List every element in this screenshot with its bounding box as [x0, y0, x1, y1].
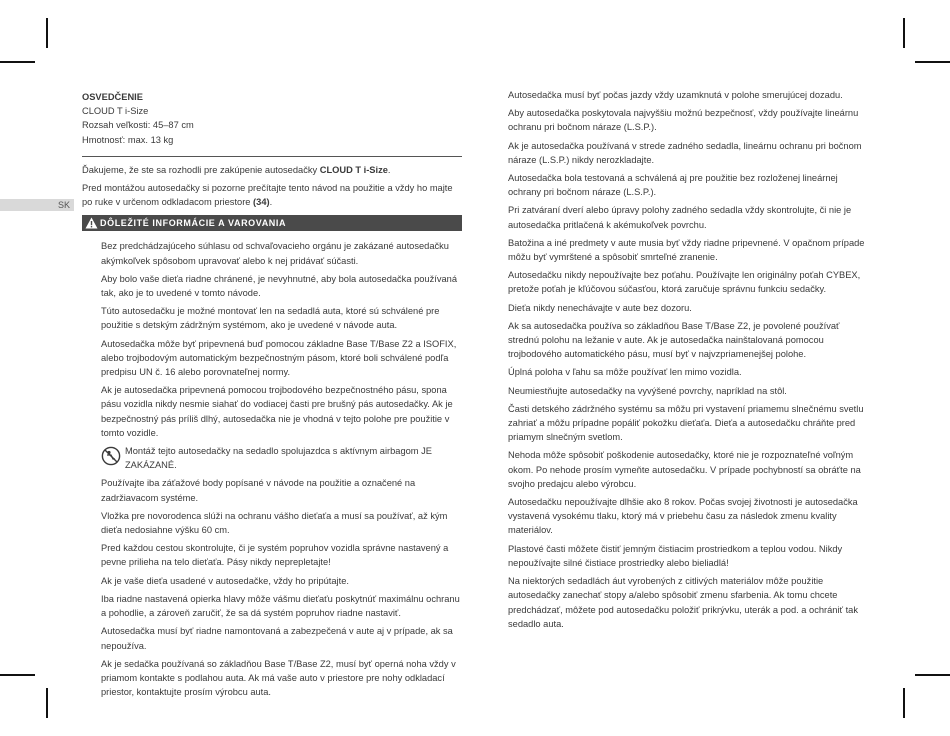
list-item: Ak sa autosedačka používa so základňou Base T/Base Z2, je povolené používať strednú polohu na ležanie v aute. Ak je autosedačka nainštalovaná pomocou trojbodového automatického pásu, musí byť v najvzpriamenejšej polohe. [508, 320, 840, 360]
crop-mark [915, 674, 950, 676]
list-item: Bez predchádzajúceho súhlasu od schvaľovacieho orgánu je zakázané autosedačku akýmkoľvek spôsobom upravovať alebo k nej pridávať súčasti. [101, 241, 449, 266]
list-item: Autosedačka bola testovaná a schválená aj pre použitie bez rozloženej lineárnej ochrany pri bočnom náraze (L.S.P.). [508, 173, 838, 198]
list-item: Iba riadne nastavená opierka hlavy môže vášmu dieťaťu poskytnúť maximálnu ochranu a pohodlie, a zároveň zaručiť, že sa dá systém popruhov riadne nastaviť. [101, 593, 460, 619]
warning-title: DÔLEŽITÉ INFORMÁCIE A VAROVANIA [100, 218, 287, 229]
left-column [82, 88, 462, 703]
crop-mark [915, 61, 950, 63]
list-item: Ak je autosedačka pripevnená pomocou trojbodového bezpečnostného pásu, spona pásu vozidla nikdy nesmie siahať do vodiacej časti pre brušný pás autosedačky. Ak je bezpečnostný pás príliš dlhý, autosedačka nie je vhodná v tejto polohe pre použitie v tomto vozidle. [101, 385, 453, 438]
list-item: Neumiestňujte autosedačky na vyvýšené povrchy, napríklad na stôl. [508, 385, 787, 396]
certification-line: Rozsah veľkosti: 45–87 cm [82, 120, 194, 131]
list-item: Na niektorých sedadlách áut vyrobených z citlivých materiálov môže použitie autosedačky zanechať stopy a/alebo spôsobiť zmenu sfarbenia. Ak tomu chcete predchádzať, môžete pod autosedačku položiť prikrývku, uterák a pod. a ochrániť tak sedadlo auta. [508, 576, 858, 629]
list-item: Pred každou cestou skontrolujte, či je systém popruhov vozidla správne nastavený a pevne prilieha na telo dieťaťa. Pásy nikdy neprepletajte! [101, 543, 449, 568]
airbag-warning-text: Montáž tejto autosedačky na sedadlo spolujazdca s aktívnym airbagom JE ZAKÁZANÉ. [125, 446, 432, 471]
crop-mark [46, 688, 48, 718]
right-column [508, 88, 868, 635]
list-item: Autosedačka musí byť počas jazdy vždy uzamknutá v polohe smerujúcej dozadu. [508, 90, 843, 100]
certification-title: OSVEDČENIE [82, 92, 143, 102]
intro-text: Pred montážou autosedačky si pozorne prečítajte tento návod na použitie a vždy ho majte po ruke v určenom odkladacom priestore [82, 183, 453, 208]
intro-paragraph [82, 163, 462, 177]
list-item: Autosedačka musí byť riadne namontovaná a zabezpečená v aute aj v prípade, ak sa nepoužíva. [101, 626, 453, 651]
list-item: Úplná poloha v ľahu sa môže používať len mimo vozidla. [508, 367, 742, 378]
list-item: Ak je autosedačka používaná v strede zadného sedadla, lineárnu ochranu pri bočnom náraze (L.S.P.) nikdy nerozkladajte. [508, 140, 862, 165]
no-airbag-icon [101, 446, 121, 466]
list-item: Pri zatváraní dverí alebo úpravy polohy zadného sedadla vždy skontrolujte, či nie je autosedačka pritlačená k akémukoľvek povrchu. [508, 205, 852, 230]
intro-text: Ďakujeme, že ste sa rozhodli pre zakúpenie autosedačky [82, 164, 320, 175]
list-item: Nehoda môže spôsobiť poškodenie autosedačky, ktoré nie je rozpoznateľné voľným okom. Po nehode prosím vymeňte autosedačku. V prípade pochybností sa obráťte na svojho predajcu alebo výrobcu. [508, 450, 861, 489]
divider [82, 156, 462, 157]
list-item: Autosedačku nepoužívajte dlhšie ako 8 rokov. Počas svojej životnosti je autosedačka vystavená vysokému tlaku, ktorý má v priebehu času za následok zmenu kvality materiálov. [508, 497, 858, 536]
list-item: Dieťa nikdy nenechávajte v aute bez dozoru. [508, 302, 692, 313]
list-item: Autosedačka môže byť pripevnená buď pomocou základne Base T/Base Z2 a ISOFIX, alebo trojbodovým automatickým bezpečnostným pásom, ktoré boli schválené podľa predpisu UN č. 16 alebo porovnateľnej normy. [101, 338, 457, 378]
intro-paragraph [82, 181, 462, 209]
product-name: CLOUD T i-Size [319, 164, 388, 175]
crop-mark [903, 18, 905, 48]
list-item: Autosedačku nikdy nepoužívajte bez poťahu. Používajte len originálny poťah CYBEX, pretože poťah je kľúčovou súčasťou, ktorá zaručuje správnu funkciu sedačky. [508, 270, 861, 295]
intro-text: . [387, 164, 391, 175]
crop-mark [0, 61, 35, 63]
warning-header [82, 215, 462, 231]
list-item: Túto autosedačku je možné montovať len na sedadlá auta, ktoré sú schválené pre použitie s detským zádržným systémom, ako je uvedené v návode auta. [101, 306, 440, 331]
list-item: Ak je vaše dieťa usadené v autosedačke, vždy ho pripútajte. [101, 575, 349, 586]
list-item: Používajte iba záťažové body popísané v návode na použitie a označené na zadržiavacom systéme. [101, 478, 416, 503]
list-item: Ak je sedačka používaná so základňou Base T/Base Z2, musí byť operná noha vždy v priamom kontakte s podlahou auta. Ak má vaše auto v priestore pre nohy odkladací priestor, kontaktujte prosím výrobcu auta. [101, 658, 456, 698]
list-item: Vložka pre novorodenca slúži na ochranu vášho dieťaťa a musí sa používať, až kým dieťa nedosiahne výšku 60 cm. [101, 510, 448, 536]
list-item: Batožina a iné predmety v aute musia byť vždy riadne pripevnené. V opačnom prípade môžu byť vymrštené a spôsobiť smrteľné zranenie. [508, 237, 865, 263]
airbag-warning [101, 444, 462, 472]
list-item: Aby autosedačka poskytovala najvyššiu možnú bezpečnosť, vždy používajte lineárnu ochranu pri bočnom náraze (L.S.P.). [508, 108, 859, 133]
reference-number: (34) [253, 197, 270, 208]
list-item: Aby bolo vaše dieťa riadne chránené, je nevyhnutné, aby bola autosedačka používaná tak, ako je to uvedené v tomto návode. [101, 273, 457, 299]
certification-line: Hmotnosť: max. 13 kg [82, 134, 174, 145]
list-item: Plastové časti môžete čistiť jemným čistiacim prostriedkom a teplou vodou. Nikdy nepoužívajte silné čistiace prostriedky alebo bieliadlá! [508, 543, 843, 568]
warning-list [82, 239, 462, 699]
certification-line: CLOUD T i-Size [82, 106, 149, 117]
crop-mark [903, 688, 905, 718]
crop-mark [0, 674, 35, 676]
warning-triangle-icon [82, 215, 100, 231]
language-tab: SK [0, 199, 74, 211]
list-item: Časti detského zádržného systému sa môžu pri vystavení priamemu slnečnému svetlu zahriať a môžu prípadne popáliť pokožku dieťaťa. Dieťa a autosedačku chráňte pred priamym slnečným svetlom. [508, 403, 864, 443]
crop-mark [46, 18, 48, 48]
intro-text: . [269, 197, 273, 208]
